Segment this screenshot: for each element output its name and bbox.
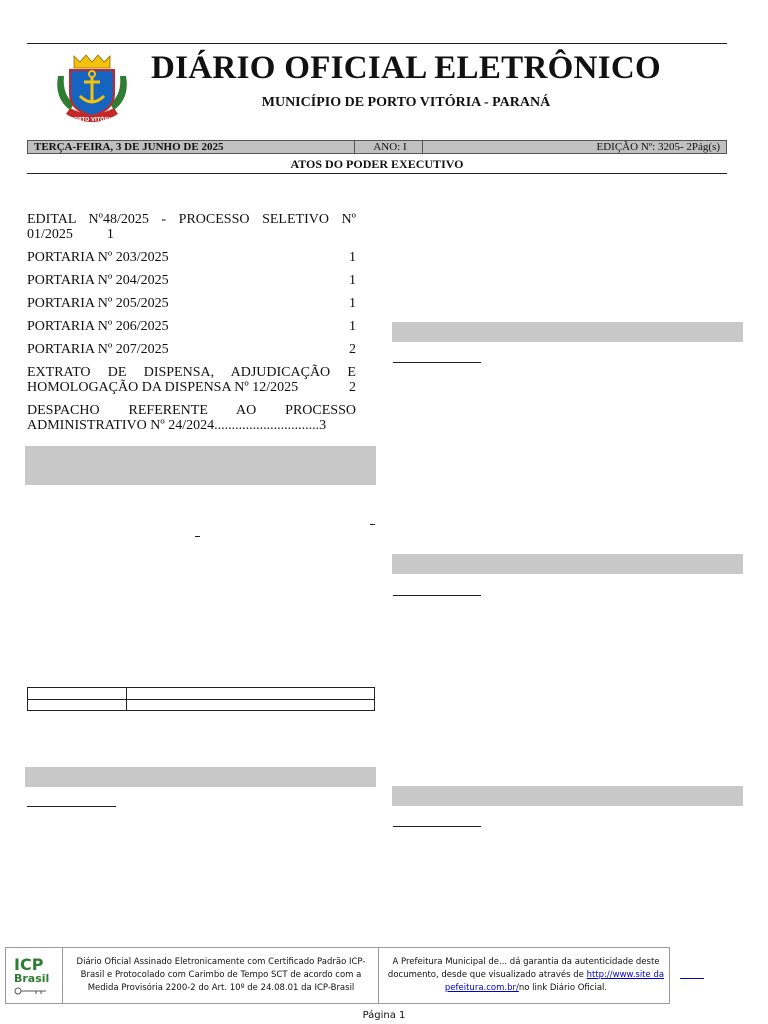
section-title: ATOS DO PODER EXECUTIVO [290,157,464,171]
certification-footer [5,947,670,1004]
section-heading-band [392,554,743,574]
summary-item[interactable]: EXTRATO DE DISPENSA, ADJUDICAÇÃO E HOMOLOGAÇÃO DA DISPENSA Nº 12/2025 2 [27,365,356,395]
summary-item[interactable]: PORTARIA Nº 204/2025 1 [27,273,356,288]
section-rule [27,173,727,174]
table-column-divider [126,688,127,710]
summary-item[interactable]: PORTARIA Nº 205/2025 1 [27,296,356,311]
certificate-notice: Diário Oficial Assinado Eletronicamente com Certificado Padrão ICP-Brasil e Protocolado com Carimbo de Tempo SCT de acordo com a Medida Provisória 2200-2 do Art. 10º de 24.08.01 da ICP-Brasil [76,957,366,993]
section-heading-band [25,767,376,787]
municipal-crest-icon [52,52,132,124]
summary-list [27,212,356,441]
data-table [27,687,375,711]
section-heading-band [25,446,376,485]
signature-line [27,806,116,807]
signature-line [393,595,481,596]
summary-item[interactable]: PORTARIA Nº 207/2025 2 [27,342,356,357]
dash-mark [195,536,200,537]
authenticity-notice: A Prefeitura Municipal de... dá garantia da autenticidade deste documento, desde que visualizado através de http://www.site da pefeitura.com.br/no link Diário Oficial. [387,957,665,993]
icp-brasil-icon [6,948,62,1003]
signature-line [393,826,481,827]
table-row-divider [28,699,374,700]
svg-text:ICP: ICP [14,955,44,974]
page-title: DIÁRIO OFICIAL ELETRÔNICO [151,50,661,86]
svg-text:Brasil: Brasil [14,972,50,985]
edition-number: EDIÇÃO Nº: 3205- 2Pág(s) [596,141,720,153]
page-number: Página 1 [362,1010,406,1021]
signature-line [393,362,481,363]
summary-item[interactable]: EDITAL Nº48/2025 - PROCESSO SELETIVO Nº 01/2025 1 [27,212,356,242]
top-rule [27,43,727,44]
authenticity-link[interactable]: http://www.site da pefeitura.com.br/ [444,970,665,993]
dash-mark [370,524,375,525]
icp-brasil-logo [6,948,63,1003]
section-heading-band [392,322,743,342]
edition-info-bar [27,140,727,154]
summary-item[interactable]: DESPACHO REFERENTE AO PROCESSO ADMINISTRATIVO Nº 24/2024..............................3 [27,403,356,433]
edition-date: TERÇA-FEIRA, 3 DE JUNHO DE 2025 [34,141,224,153]
footer-link-underline[interactable] [680,978,704,979]
summary-item[interactable]: PORTARIA Nº 206/2025 1 [27,319,356,334]
crest-banner-text: PORTO VITÓRIA [70,117,114,123]
page-subtitle: MUNICÍPIO DE PORTO VITÓRIA - PARANÁ [261,95,551,110]
summary-item[interactable]: PORTARIA Nº 203/2025 1 [27,250,356,265]
section-heading-band [392,786,743,806]
edition-year: ANO: I [373,141,407,153]
